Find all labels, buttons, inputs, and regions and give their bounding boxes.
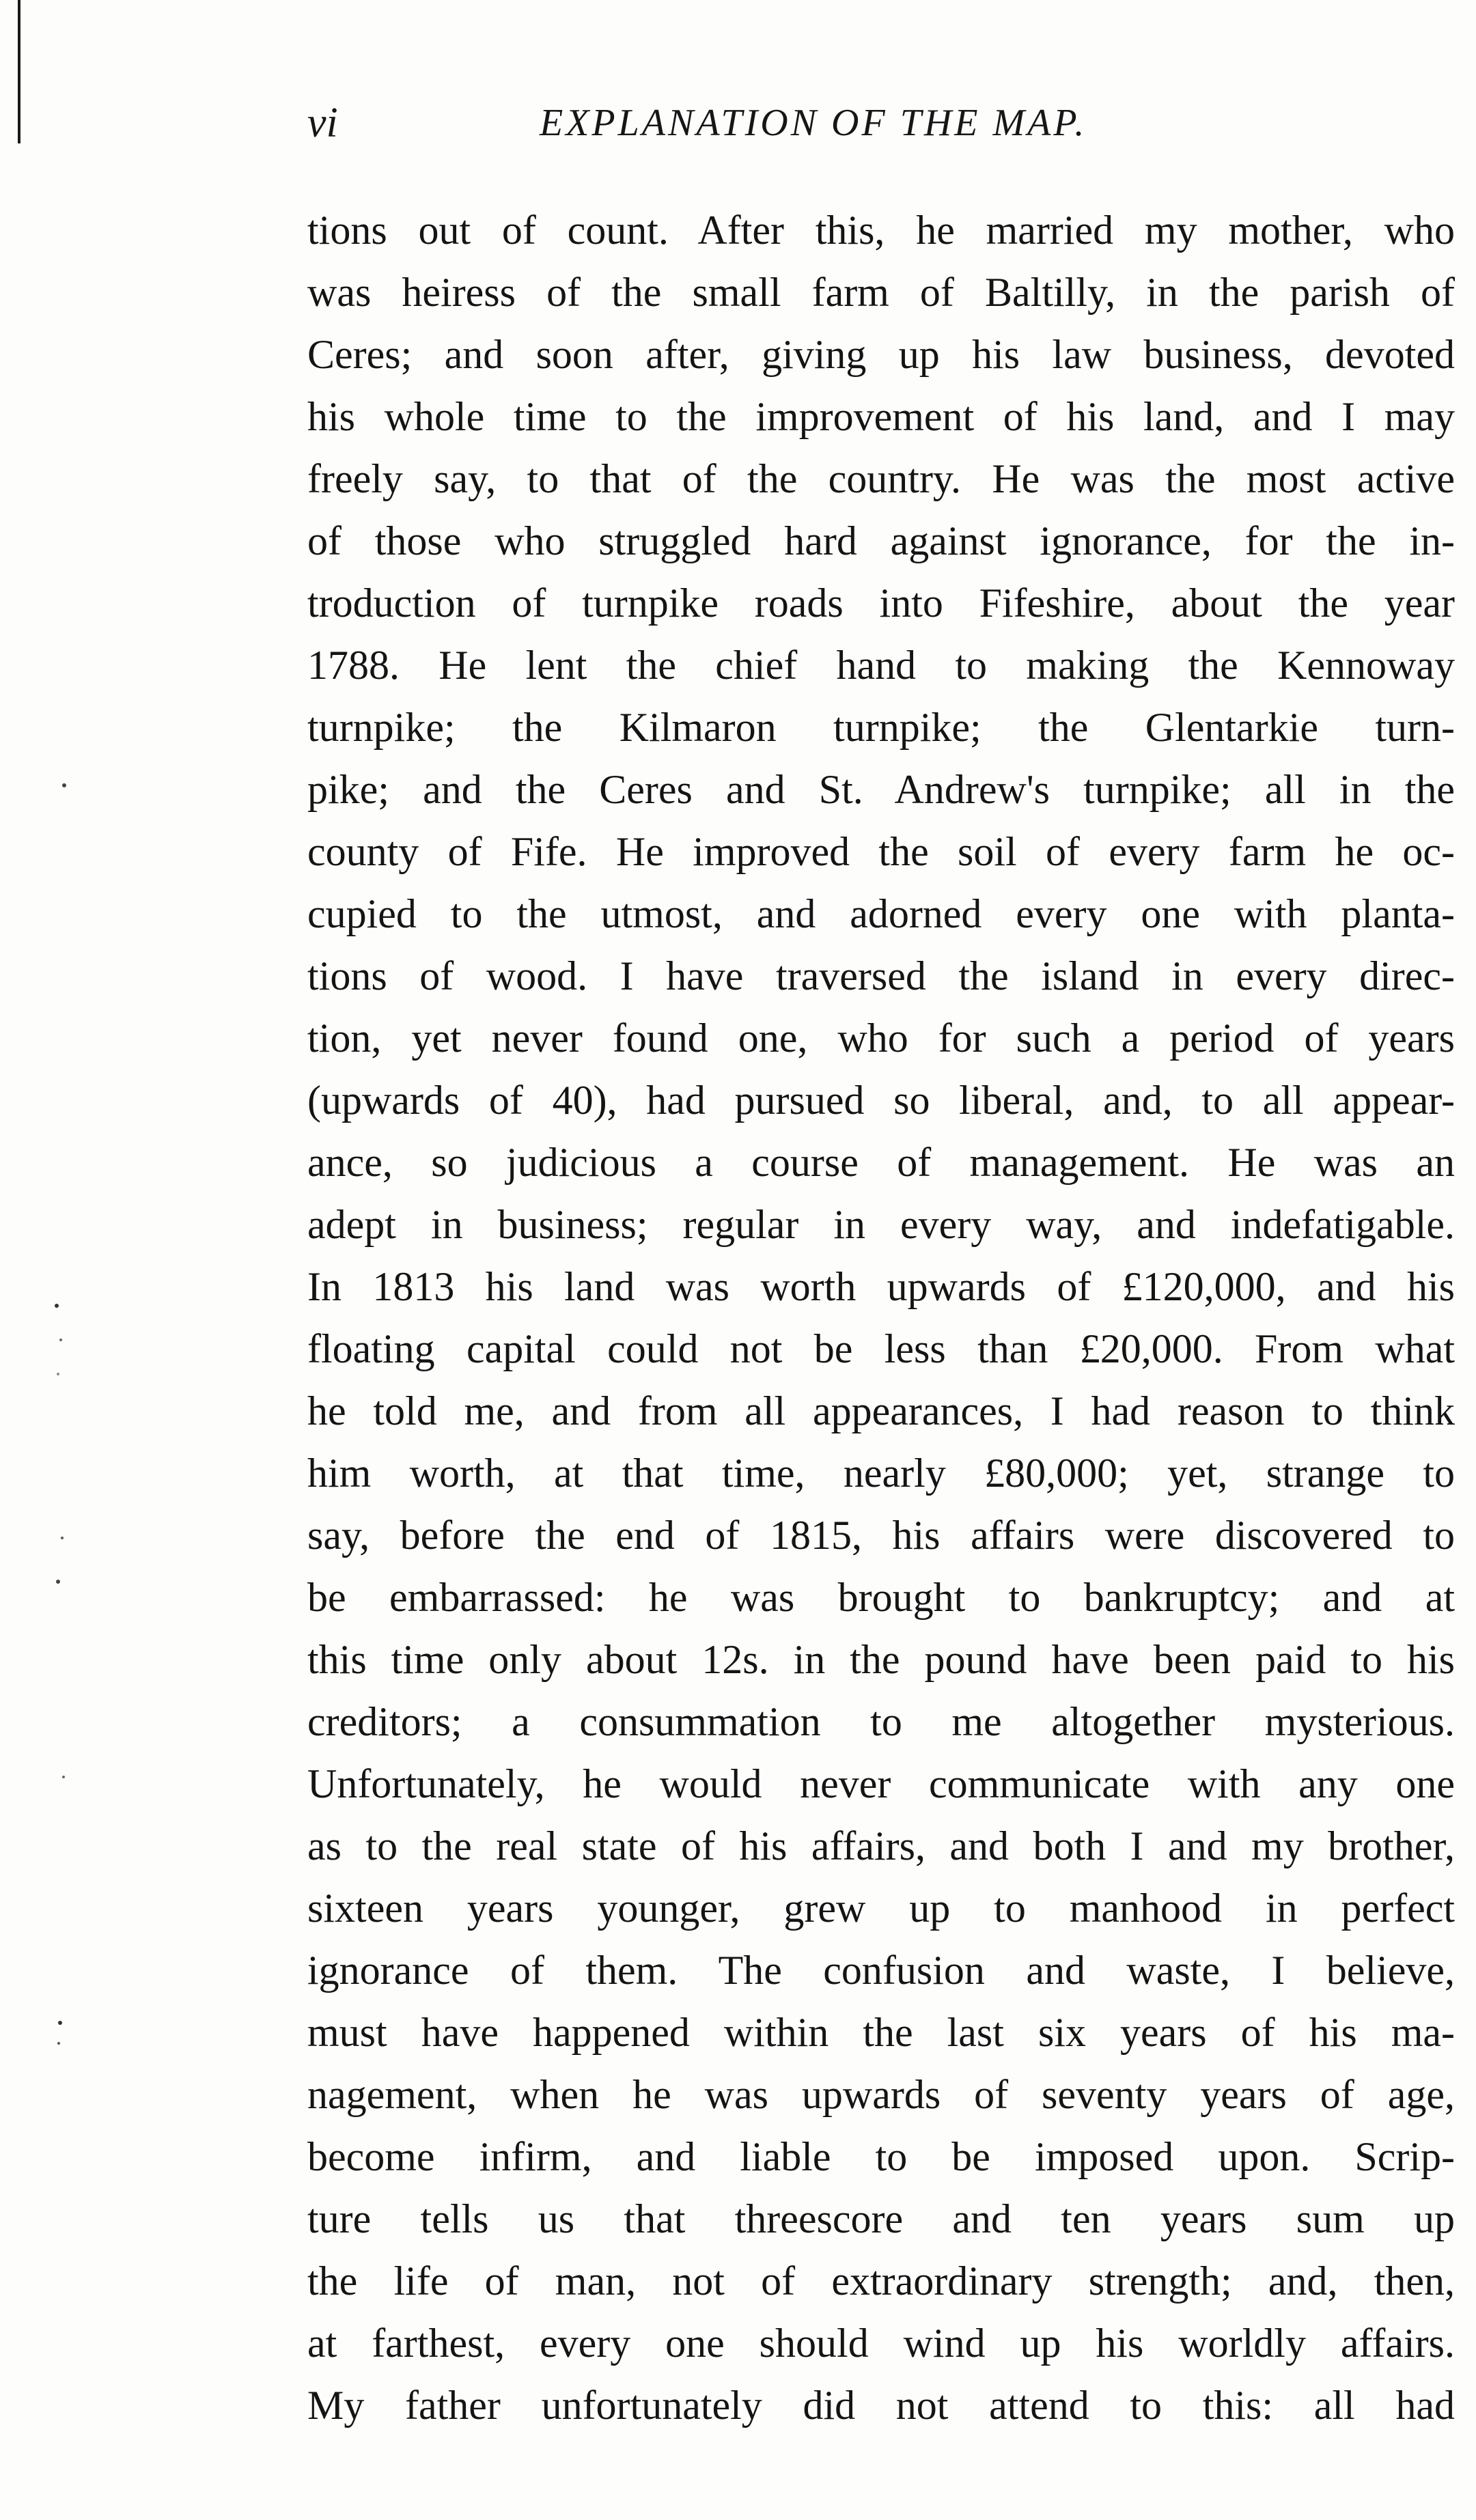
text-line: My father unfortunately did not attend to this: all had (307, 2383, 1455, 2428)
text-line: this time only about 12s. in the pound have been paid to his (307, 1637, 1455, 1682)
page-header (307, 96, 1468, 157)
text-line: him worth, at that time, nearly £80,000; yet, strange to (307, 1451, 1455, 1496)
text-line: cupied to the utmost, and adorned every one with planta- (307, 891, 1455, 936)
text-line: creditors; a consummation to me altogether mysterious. (307, 1699, 1455, 1744)
text-line: ture tells us that threescore and ten years sum up (307, 2196, 1455, 2241)
text-line: county of Fife. He improved the soil of every farm he oc- (307, 829, 1455, 874)
text-line: he told me, and from all appearances, I had reason to think (307, 1388, 1455, 1433)
gutter-rule (18, 0, 20, 143)
text-line: at farthest, every one should wind up his worldly affairs. (307, 2321, 1455, 2366)
margin-specks (27, 0, 89, 2520)
text-line: (upwards of 40), had pursued so liberal, and, to all appear- (307, 1078, 1455, 1123)
text-line: tion, yet never found one, who for such a period of years (307, 1016, 1455, 1061)
text-line: pike; and the Ceres and St. Andrew's turnpike; all in the (307, 767, 1455, 812)
text-line: In 1813 his land was worth upwards of £120,000, and his (307, 1264, 1455, 1309)
text-line: Unfortunately, he would never communicate with any one (307, 1761, 1455, 1806)
text-line: ignorance of them. The confusion and waste, I believe, (307, 1948, 1455, 1993)
body-text (307, 199, 1455, 2437)
running-title: EXPLANATION OF THE MAP. (540, 102, 1087, 144)
text-line: ance, so judicious a course of management. He was an (307, 1140, 1455, 1185)
text-line: turnpike; the Kilmaron turnpike; the Glentarkie turn- (307, 705, 1455, 750)
text-line: be embarrassed: he was brought to bankruptcy; and at (307, 1575, 1455, 1620)
text-line: troduction of turnpike roads into Fifeshire, about the year (307, 580, 1455, 626)
text-line: as to the real state of his affairs, and both I and my brother, (307, 1823, 1455, 1868)
text-line: say, before the end of 1815, his affairs were discovered to (307, 1513, 1455, 1558)
text-line: tions of wood. I have traversed the island in every direc- (307, 953, 1455, 998)
text-line: nagement, when he was upwards of seventy years of age, (307, 2072, 1455, 2117)
text-line: tions out of count. After this, he married my mother, who (307, 208, 1455, 253)
text-line: the life of man, not of extraordinary strength; and, then, (307, 2258, 1455, 2304)
text-line: floating capital could not be less than £20,000. From what (307, 1326, 1455, 1371)
text-line: of those who struggled hard against ignorance, for the in- (307, 518, 1455, 563)
text-line: sixteen years younger, grew up to manhood in perfect (307, 1886, 1455, 1931)
text-line: freely say, to that of the country. He was the most active (307, 456, 1455, 501)
text-line: 1788. He lent the chief hand to making the Kennoway (307, 643, 1455, 688)
text-line: was heiress of the small farm of Baltilly, in the parish of (307, 270, 1455, 315)
text-line: Ceres; and soon after, giving up his law business, devoted (307, 332, 1455, 377)
text-line: become infirm, and liable to be imposed upon. Scrip- (307, 2134, 1455, 2179)
text-line: must have happened within the last six years of his ma- (307, 2010, 1455, 2055)
page-number: vi (307, 100, 338, 146)
text-line: adept in business; regular in every way, and indefatigable. (307, 1202, 1455, 1247)
text-line: his whole time to the improvement of his land, and I may (307, 394, 1455, 439)
